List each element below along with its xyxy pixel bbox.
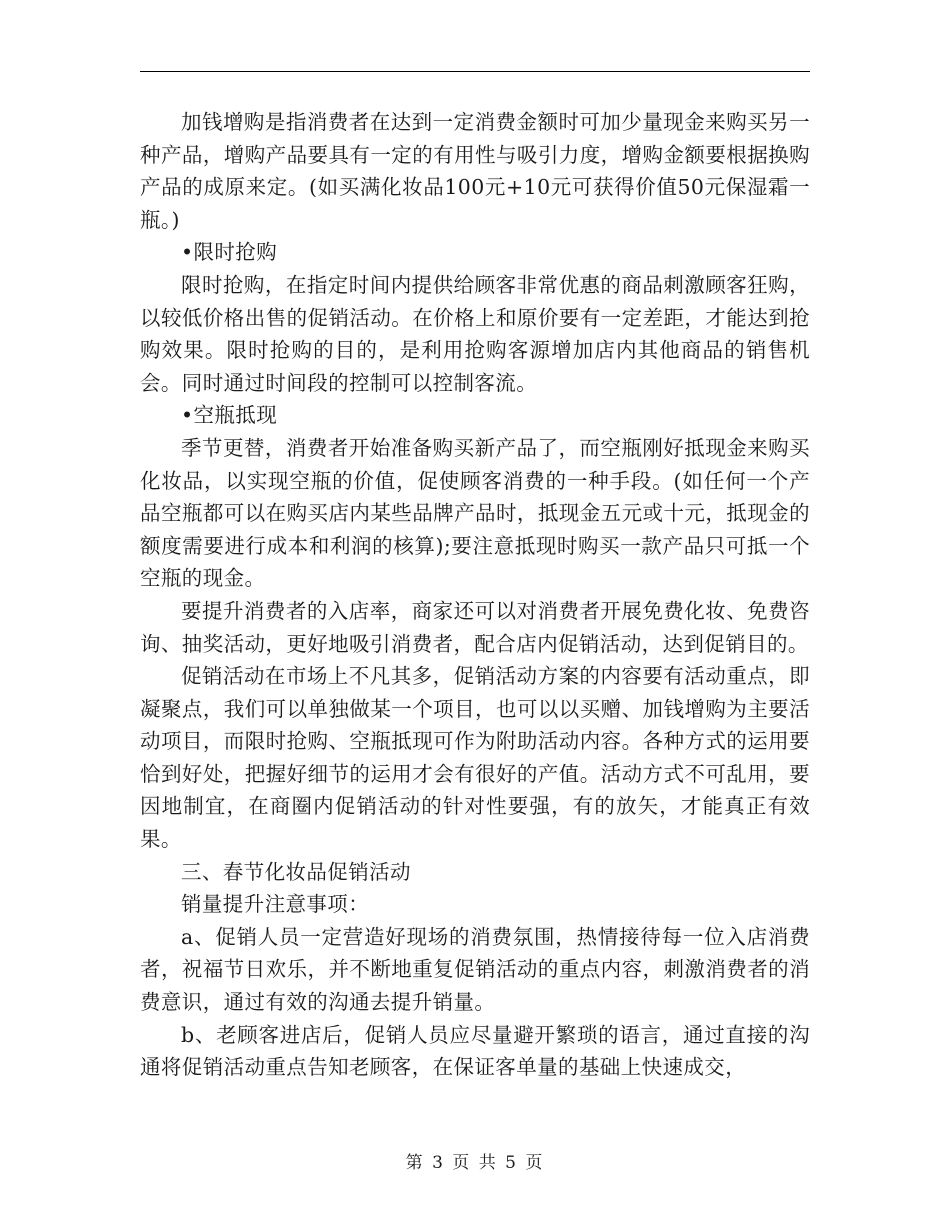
document-body (140, 106, 810, 1084)
paragraph-flash-sale: 限时抢购，在指定时间内提供给顾客非常优惠的商品刺激顾客狂购，以较低价格出售的促销活动。在价格上和原价要有一定差距，才能达到抢购效果。限时抢购的目的，是利用抢购客源增加店内其他商品的销售机会。同时通过时间段的控制可以控制客流。 (140, 272, 810, 395)
paragraph-empty-bottle: 季节更替，消费者开始准备购买新产品了，而空瓶刚好抵现金来购买化妆品，以实现空瓶的价值，促使顾客消费的一种手段。(如任何一个产品空瓶都可以在购买店内某些品牌产品时，抵现金五元或十元，抵现金的额度需要进行成本和利润的核算);要注意抵现时购买一款产品只可抵一个空瓶的现金。 (140, 435, 810, 591)
page-number-footer: 第 3 页 共 5 页 (405, 1153, 545, 1173)
paragraph-promotion-focus: 促销活动在市场上不凡其多，促销活动方案的内容要有活动重点，即凝聚点，我们可以单独做某一个项目，也可以以买赠、加钱增购为主要活动项目，而限时抢购、空瓶抵现可作为附助活动内容。各种方式的运用要恰到好处，把握好细节的运用才会有很好的产值。活动方式不可乱用，要因地制宜，在商圈内促销活动的针对性要强，有的放矢，才能真正有效果。 (140, 664, 810, 852)
bullet-heading-empty-bottle: •空瓶抵现 (181, 403, 278, 428)
subheading-sales-notes: 销量提升注意事项： (181, 892, 370, 917)
header-rule (140, 71, 810, 72)
paragraph-add-money-purchase: 加钱增购是指消费者在达到一定消费金额时可加少量现金来购买另一种产品，增购产品要具有一定的有用性与吸引力度，增购金额要根据换购产品的成原来定。(如买满化妆品100元+10元可获得价值50元保湿霜一瓶。) (140, 110, 810, 232)
list-item-b: b、老顾客进店后，促销人员应尽量避开繁琐的语言，通过直接的沟通将促销活动重点告知老顾客，在保证客单量的基础上快速成交， (140, 1022, 810, 1080)
section-heading-spring-festival: 三、春节化妆品促销活动 (181, 859, 411, 884)
list-item-a: a、促销人员一定营造好现场的消费氛围，热情接待每一位入店消费者，祝福节日欢乐，并不断地重复促销活动的重点内容，刺激消费者的消费意识，通过有效的沟通去提升销量。 (140, 924, 810, 1015)
paragraph-store-entry-rate: 要提升消费者的入店率，商家还可以对消费者开展免费化妆、免费咨询、抽奖活动，更好地吸引消费者，配合店内促销活动，达到促销目的。 (140, 598, 810, 656)
bullet-heading-flash-sale: •限时抢购 (181, 240, 278, 265)
